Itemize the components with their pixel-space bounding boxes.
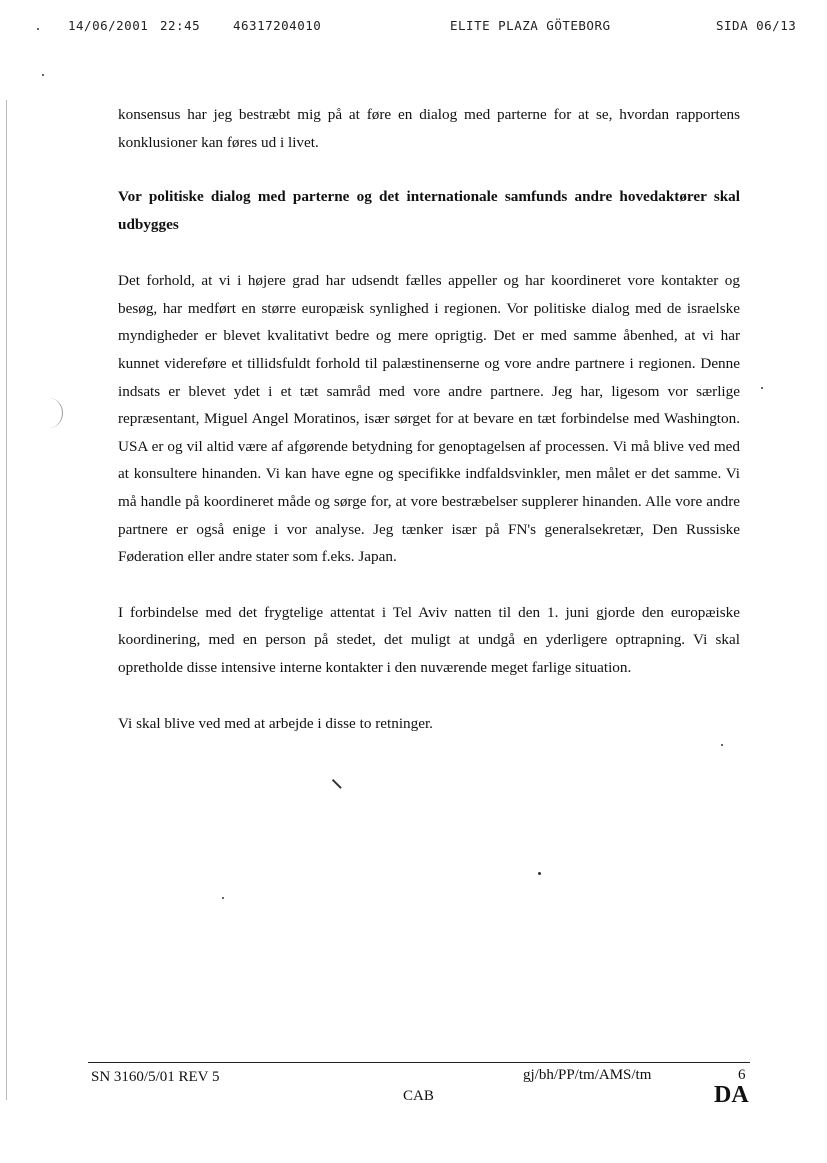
body-paragraph-3: Vi skal blive ved med at arbejde i disse to retninger. <box>118 714 433 732</box>
language-code: DA <box>714 1082 749 1108</box>
fax-page-indicator: SIDA 06/13 <box>716 18 797 33</box>
fax-date: 14/06/2001 <box>68 18 149 33</box>
document-body <box>118 101 740 737</box>
department-code: CAB <box>403 1088 434 1104</box>
scan-stroke-mark <box>332 779 342 789</box>
page-number: 6 <box>738 1067 746 1083</box>
scan-speck <box>721 744 723 746</box>
document-reference: SN 3160/5/01 REV 5 <box>91 1069 220 1085</box>
footer-divider <box>88 1062 750 1063</box>
section-heading: Vor politiske dialog med parterne og det internationale samfunds andre hovedaktører skal udbygges <box>118 188 740 233</box>
scan-speck <box>222 897 224 899</box>
author-initials: gj/bh/PP/tm/AMS/tm <box>523 1067 652 1083</box>
punch-hole-mark <box>36 398 63 428</box>
scan-speck <box>538 872 541 875</box>
body-paragraph-1: Det forhold, at vi i højere grad har udsendt fælles appeller og har koordineret vore kontakter og besøg, har medført en større europæisk synlighed i regionen. Vor politiske dialog med de israelske myndigheder er blevet kvalitativt bedre og mere oprigtig. Det er med samme åbenhed, at vi har kunnet videreføre et tillidsfuldt forhold til palæstinenserne og vore andre partnere i regionen. Denne indsats er blevet ydet i et tæt samråd med vore andre partnere. Jeg har, ligesom vor særlige repræsentant, Miguel Angel Moratinos, især sørget for at bevare en tæt forbindelse med Washington. USA er og vil altid være af afgørende betydning for genoptagelsen af processen. Vi må blive ved med at konsultere hinanden. Vi kan have egne og specifikke indfaldsvinkler, men målet er det samme. Vi må handle på koordineret måde og sørge for, at vore bestræbelser supplerer hinanden. Alle vore andre partnere er også enige i vor analyse. Jeg tænker især på FN's generalsekretær, Den Russiske Føderation eller andre stater som f.eks. Japan. <box>118 272 740 566</box>
fax-header <box>0 18 827 38</box>
scan-edge <box>6 100 7 1100</box>
fax-sender: ELITE PLAZA GÖTEBORG <box>450 18 611 33</box>
scan-speck <box>42 74 44 76</box>
body-paragraph-2: I forbindelse med det frygtelige attentat i Tel Aviv natten til den 1. juni gjorde den europæiske koordinering, med en person på stedet, det muligt at undgå en yderligere optrapning. Vi skal opretholde disse intensive interne kontakter i den nuværende meget farlige situation. <box>118 603 740 676</box>
fax-number: 46317204010 <box>233 18 322 33</box>
scan-speck <box>761 387 763 389</box>
intro-paragraph: konsensus har jeg bestræbt mig på at føre en dialog med parterne for at se, hvordan rapportens konklusioner kan føres ud i livet. <box>118 106 740 151</box>
fax-time: 22:45 <box>160 18 201 33</box>
